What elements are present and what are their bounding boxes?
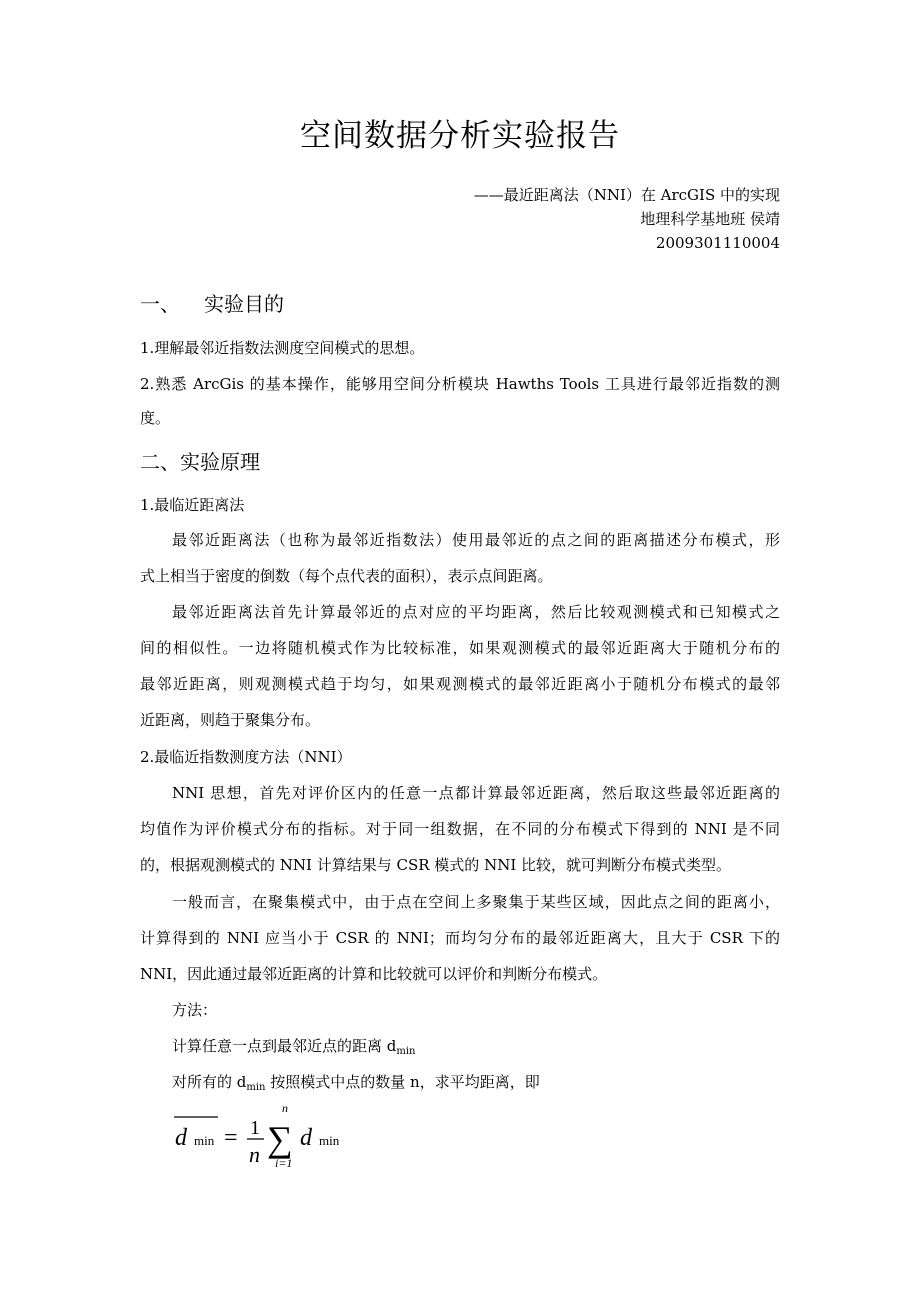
author-line: 地理科学基地班 侯靖 [640, 210, 780, 228]
paragraph-line: 均值作为评价模式分布的指标。对于同一组数据，在不同的分布模式下得到的 NNI 是不同 [140, 820, 780, 838]
method-step-1-text: 计算任意一点到最邻近点的距离 d [172, 1037, 397, 1055]
sum-lower-limit: i=1 [275, 1156, 293, 1170]
paragraph-line: 最邻近距离法首先计算最邻近的点对应的平均距离，然后比较观测模式和已知模式之 [172, 603, 780, 621]
formula-lhs-sub: min [194, 1133, 215, 1148]
paragraph-line: NNI 思想，首先对评价区内的任意一点都计算最邻近距离，然后取这些最邻近距离的 [172, 784, 780, 802]
method-step-2-post: 按照模式中点的数量 n，求平均距离，即 [265, 1073, 540, 1091]
paragraph-line: 最邻近距离，则观测模式趋于均匀，如果观测模式的最邻近距离小于随机分布模式的最邻 [140, 675, 780, 693]
objective-item-1: 1.理解最邻近指数法测度空间模式的思想。 [140, 339, 425, 357]
formula-rhs-var: d [300, 1125, 312, 1151]
formula-lhs-var: d [175, 1125, 187, 1151]
mean-distance-formula [172, 1104, 372, 1174]
formula-equals: = [224, 1125, 238, 1151]
objective-item-2-cont: 度。 [140, 409, 171, 427]
paragraph-line: 的，根据观测模式的 NNI 计算结果与 CSR 模式的 NNI 比较，就可判断分布模式类型。 [140, 856, 732, 874]
method-step-2-pre: 对所有的 d [172, 1073, 247, 1091]
paragraph-line: NNI，因此通过最邻近距离的计算和比较就可以评价和判断分布模式。 [140, 965, 608, 983]
section1-number: 一、 [140, 292, 180, 316]
subtitle-line: ——最近距离法（NNI）在 ArcGIS 中的实现 [473, 186, 780, 204]
min-subscript: min [396, 1046, 416, 1057]
paragraph-line: 计算得到的 NNI 应当小于 CSR 的 NNI；而均匀分布的最邻近距离大，且大于 CSR 下的 [140, 929, 780, 947]
page-title: 空间数据分析实验报告 [300, 118, 620, 154]
section1-title: 实验目的 [204, 292, 284, 316]
method-step-1 [172, 1034, 780, 1058]
objective-item-2: 2.熟悉 ArcGis 的基本操作，能够用空间分析模块 Hawths Tools 工具进行最邻近指数的测 [140, 375, 780, 393]
student-id: 2009301110004 [655, 234, 780, 252]
paragraph-line: 间的相似性。一边将随机模式作为比较标准，如果观测模式的最邻近距离大于随机分布的 [140, 639, 780, 657]
sum-upper-limit: n [282, 1104, 288, 1115]
paragraph-line: 一般而言，在聚集模式中，由于点在空间上多聚集于某些区域，因此点之间的距离小， [172, 893, 780, 911]
paragraph-line: 近距离，则趋于聚集分布。 [140, 711, 321, 729]
method-step-2 [172, 1070, 780, 1094]
paragraph-line: 最邻近距离法（也称为最邻近指数法）使用最邻近的点之间的距离描述分布模式，形 [172, 531, 780, 549]
section2-heading: 二、实验原理 [140, 450, 260, 474]
paragraph-line: 式上相当于密度的倒数（每个点代表的面积），表示点间距离。 [140, 567, 553, 585]
sigma-symbol: ∑ [267, 1119, 293, 1159]
method-label: 方法： [172, 1001, 218, 1019]
min-subscript: min [246, 1082, 266, 1093]
subsection-1-title: 1.最临近距离法 [140, 496, 245, 514]
formula-rhs-sub: min [319, 1133, 340, 1148]
section1-heading [140, 289, 284, 319]
formula-numerator: 1 [250, 1117, 260, 1139]
formula-denominator: n [249, 1142, 260, 1167]
subsection-2-title: 2.最临近指数测度方法（NNI） [140, 748, 352, 766]
